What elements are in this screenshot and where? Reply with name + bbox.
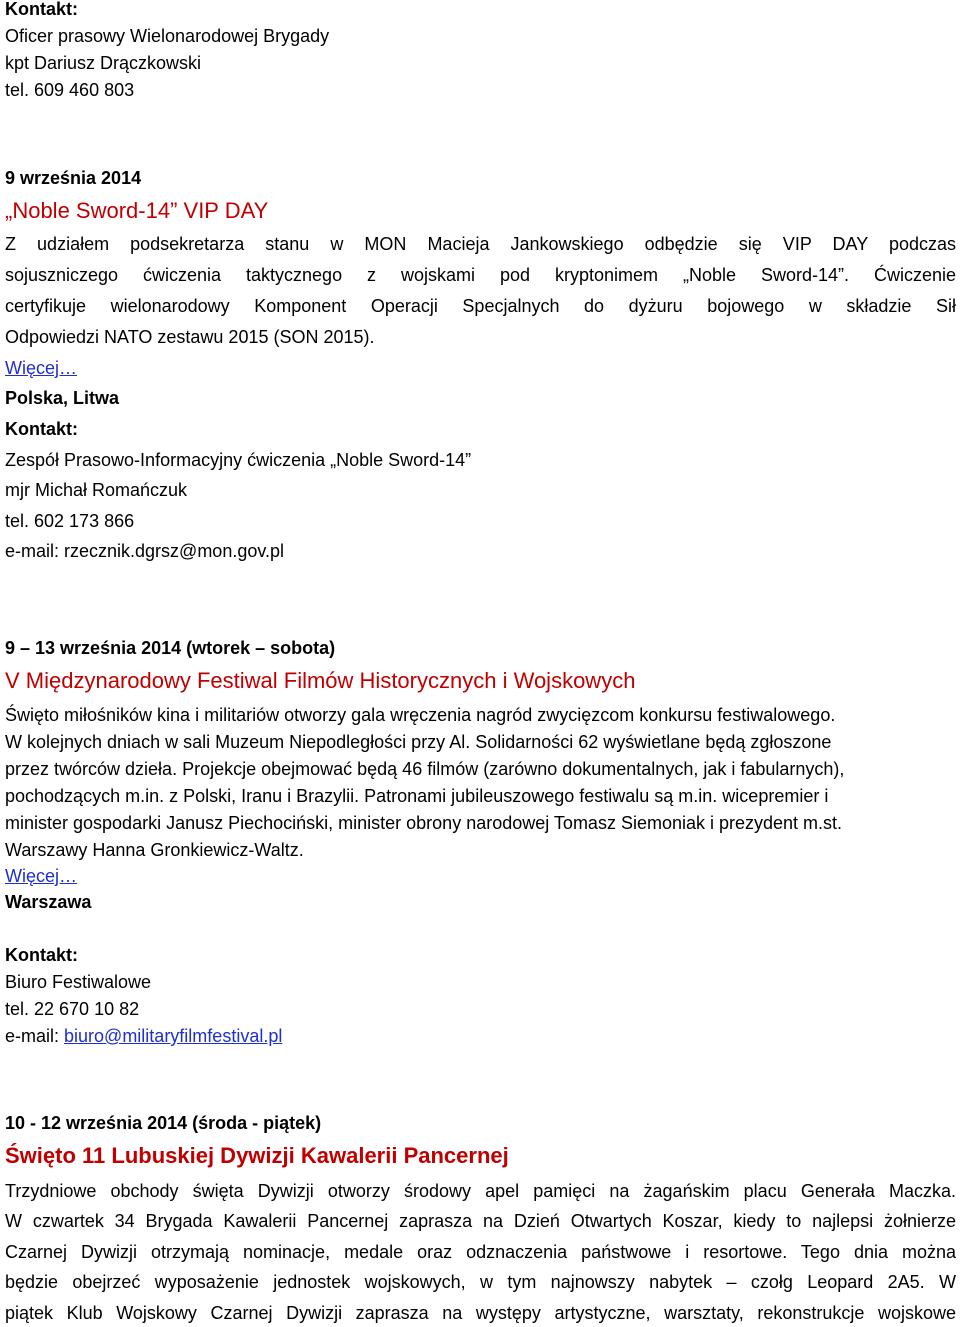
email-link[interactable]: biuro@militaryfilmfestival.pl (64, 1026, 283, 1046)
event-description-line: przez twórców dzieła. Projekcje obejmować będą 46 filmów (zarówno dokumentalnych, jak i fabularnych), (5, 759, 845, 779)
event-title: Święto 11 Lubuskiej Dywizji Kawalerii Pancernej (5, 1143, 509, 1168)
event-location: Warszawa (5, 892, 92, 912)
event-description-line: piątek Klub Wojskowy Czarnej Dywizji zaprasza na występy artystyczne, warsztaty, rekonstrukcje wojskowe (5, 1303, 956, 1323)
more-link[interactable]: Więcej… (5, 866, 78, 886)
contact-line: tel. 22 670 10 82 (5, 999, 140, 1019)
contact-heading: Kontakt: (5, 419, 78, 439)
event-title: V Międzynarodowy Festiwal Filmów Historycznych i Wojskowych (5, 668, 636, 693)
event-description-line: będzie obejrzeć wyposażenie jednostek wojskowych, w tym najnowszy nabytek – czołg Leopard 2A5. W (5, 1272, 956, 1292)
contact-line: tel. 602 173 866 (5, 511, 135, 531)
event-date: 9 – 13 września 2014 (wtorek – sobota) (5, 638, 336, 658)
event-description-line: Warszawy Hanna Gronkiewicz-Waltz. (5, 840, 304, 860)
event-description-line: W kolejnych dniach w sali Muzeum Niepodległości przy Al. Solidarności 62 wyświetlane będą zgłoszone (5, 732, 832, 752)
event-description-line: sojuszniczego ćwiczenia taktycznego z wojskami pod kryptonimem „Noble Sword-14”. Ćwiczenie (5, 265, 956, 285)
contact-line: kpt Dariusz Drączkowski (5, 53, 202, 73)
contact-line: Oficer prasowy Wielonarodowej Brygady (5, 26, 330, 46)
contact-line: Biuro Festiwalowe (5, 972, 152, 992)
contact-email: e-mail: rzecznik.dgrsz@mon.gov.pl (5, 541, 285, 561)
contact-heading: Kontakt: (5, 0, 78, 19)
contact-heading: Kontakt: (5, 945, 78, 965)
event-description-line: Odpowiedzi NATO zestawu 2015 (SON 2015). (5, 327, 375, 347)
contact-line: mjr Michał Romańczuk (5, 480, 188, 500)
contact-line: tel. 609 460 803 (5, 80, 135, 100)
more-link[interactable]: Więcej… (5, 358, 78, 378)
event-date: 9 września 2014 (5, 168, 142, 188)
event-description-line: Trzydniowe obchody święta Dywizji otworzy środowy apel pamięci na żagańskim placu Generała Maczka. (5, 1181, 956, 1201)
event-description-line: certyfikuje wielonarodowy Komponent Operacji Specjalnych do dyżuru bojowego w składzie Sił (5, 296, 956, 316)
email-label: e-mail: (5, 1026, 65, 1046)
event-description-line: Z udziałem podsekretarza stanu w MON Macieja Jankowskiego odbędzie się VIP DAY podczas (5, 234, 956, 254)
event-date: 10 - 12 września 2014 (środa - piątek) (5, 1113, 322, 1133)
event-description-line: pochodzących m.in. z Polski, Iranu i Brazylii. Patronami jubileuszowego festiwalu są m.in. wicepremier i (5, 786, 829, 806)
contact-email-row (5, 1027, 282, 1045)
event-description-line: W czwartek 34 Brygada Kawalerii Pancernej zaprasza na Dzień Otwartych Koszar, kiedy to najlepsi żołnierze (5, 1211, 956, 1231)
contact-line: Zespół Prasowo-Informacyjny ćwiczenia „Noble Sword-14” (5, 450, 472, 470)
event-title: „Noble Sword-14” VIP DAY (5, 198, 269, 223)
event-description-line: minister gospodarki Janusz Piechociński, minister obrony narodowej Tomasz Siemoniak i prezydent m.st. (5, 813, 843, 833)
event-description-line: Czarnej Dywizji otrzymają nominacje, medale oraz odznaczenia państwowe i resortowe. Tego dnia można (5, 1242, 956, 1262)
event-description-line: Święto miłośników kina i militariów otworzy gala wręczenia nagród zwycięzcom konkursu festiwalowego. (5, 705, 836, 725)
event-location: Polska, Litwa (5, 388, 120, 408)
